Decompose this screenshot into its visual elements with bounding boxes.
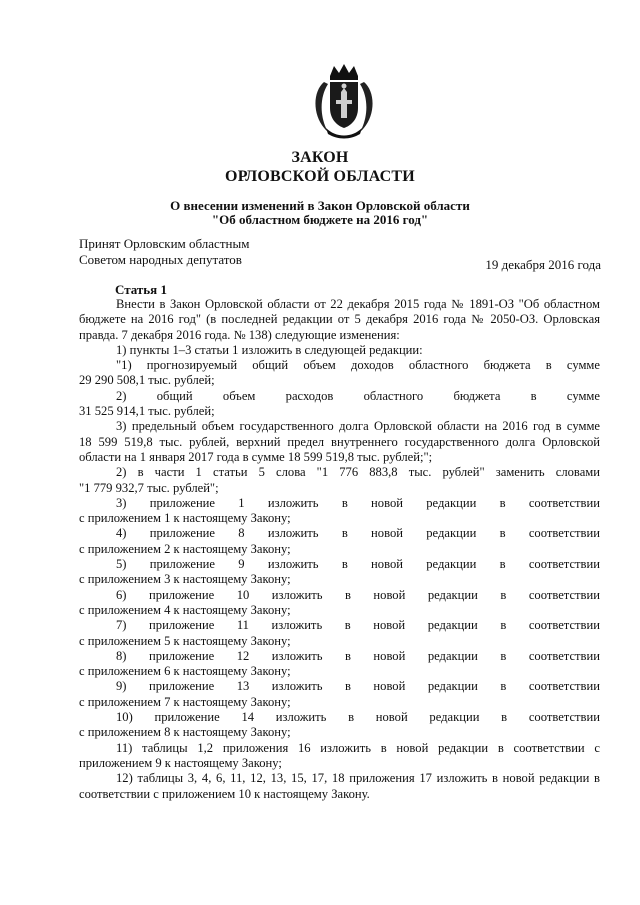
paragraph-line: Внести в Закон Орловской области от 22 декабря 2015 года № 1891-ОЗ "Об областном: [116, 297, 600, 311]
paragraph-line: с приложением 7 к настоящему Закону;: [79, 694, 291, 709]
paragraph-line: 4) приложение 8 изложить в новой редакции в соответствии: [116, 526, 600, 541]
article-paragraph: [79, 618, 600, 649]
coat-of-arms-emblem: [306, 62, 382, 140]
paragraph-line: 3) приложение 1 изложить в новой редакции в соответствии: [116, 495, 600, 510]
article-paragraph: [79, 771, 600, 802]
paragraph-line: 2) общий объем расходов областного бюджета в сумме: [116, 388, 600, 403]
paragraph-line: 6) приложение 10 изложить в новой редакции в соответствии: [116, 587, 600, 602]
paragraph-line: 5) приложение 9 изложить в новой редакции в соответствии: [116, 557, 600, 572]
paragraph-line: "1 779 932,7 тыс. рублей";: [79, 480, 219, 495]
paragraph-line: с приложением 4 к настоящему Закону;: [79, 602, 291, 617]
paragraph-line: "1) прогнозируемый общий объем доходов областного бюджета в сумме: [116, 358, 600, 373]
paragraph-line: области на 1 января 2017 года в сумме 18 599 519,8 тыс. рублей;";: [79, 449, 433, 464]
paragraph-line: 29 290 508,1 тыс. рублей;: [79, 373, 215, 388]
article-paragraph: [79, 297, 600, 343]
paragraph-line: 10) приложение 14 изложить в новой редакции в соответствии: [116, 710, 600, 725]
paragraph-line: с приложением 3 к настоящему Закону;: [79, 572, 291, 587]
article-paragraph: [79, 419, 600, 465]
paragraph-line: 12) таблицы 3, 4, 6, 11, 12, 13, 15, 17, 18 приложения 17 изложить в новой редакции в: [116, 771, 600, 786]
paragraph-line: 2) в части 1 статьи 5 слова "1 776 883,8 тыс. рублей" заменить словами: [116, 465, 600, 480]
article-paragraph: [79, 710, 600, 741]
article-paragraph: [79, 343, 600, 358]
paragraph-line: бюджете на 2016 год" (в последней редакции от 5 декабря 2016 года № 2050-ОЗ. Орловская: [79, 312, 600, 327]
law-subtitle-line-1: О внесении изменений в Закон Орловской области: [170, 198, 470, 213]
paragraph-line: с приложением 5 к настоящему Закону;: [79, 633, 291, 648]
adoption-date: 19 декабря 2016 года: [485, 257, 601, 272]
article-paragraph: [79, 496, 600, 527]
article-paragraph: [79, 358, 600, 389]
document-type-heading: ЗАКОН: [291, 149, 349, 166]
paragraph-line: с приложением 1 к настоящему Закону;: [79, 511, 291, 526]
article-paragraph: [79, 588, 600, 619]
paragraph-line: 31 525 914,1 тыс. рублей;: [79, 404, 215, 419]
paragraph-line: 7) приложение 11 изложить в новой редакции в соответствии: [116, 618, 600, 633]
adopted-by-block: [79, 236, 249, 268]
paragraph-line: приложением 9 к настоящему Закону;: [79, 755, 282, 770]
paragraph-line: соответствии с приложением 10 к настоящему Закону.: [79, 786, 370, 801]
article-paragraph: [79, 389, 600, 420]
paragraph-line: с приложением 6 к настоящему Закону;: [79, 664, 291, 679]
region-heading: ОРЛОВСКОЙ ОБЛАСТИ: [225, 168, 415, 185]
article-title: Статья 1: [115, 282, 167, 297]
paragraph-line: с приложением 2 к настоящему Закону;: [79, 541, 291, 556]
article-paragraph: [79, 679, 600, 710]
paragraph-line: 11) таблицы 1,2 приложения 16 изложить в новой редакции в соответствии с: [116, 740, 600, 755]
law-subtitle-line-2: "Об областном бюджете на 2016 год": [211, 212, 429, 227]
paragraph-line: 8) приложение 12 изложить в новой редакции в соответствии: [116, 648, 600, 663]
paragraph-line: 9) приложение 13 изложить в новой редакции в соответствии: [116, 679, 600, 694]
article-paragraph: [79, 526, 600, 557]
paragraph-line: 3) предельный объем государственного долга Орловской области на 2016 год в сумме: [116, 419, 600, 434]
paragraph-line: правда. 7 декабря 2016 года. № 138) следующие изменения:: [79, 327, 400, 342]
article-paragraph: [79, 465, 600, 496]
adopted-by-line-1: Принят Орловским областным: [79, 236, 250, 251]
article-paragraph: [79, 557, 600, 588]
paragraph-line: с приложением 8 к настоящему Закону;: [79, 725, 291, 740]
paragraph-line: 1) пункты 1–3 статьи 1 изложить в следующей редакции:: [116, 342, 423, 357]
paragraph-line: 18 599 519,8 тыс. рублей, верхний предел внутреннего государственного долга Орловской: [79, 434, 600, 449]
article-body: [79, 297, 600, 802]
article-paragraph: [79, 741, 600, 772]
article-paragraph: [79, 649, 600, 680]
adopted-by-line-2: Советом народных депутатов: [79, 252, 242, 267]
